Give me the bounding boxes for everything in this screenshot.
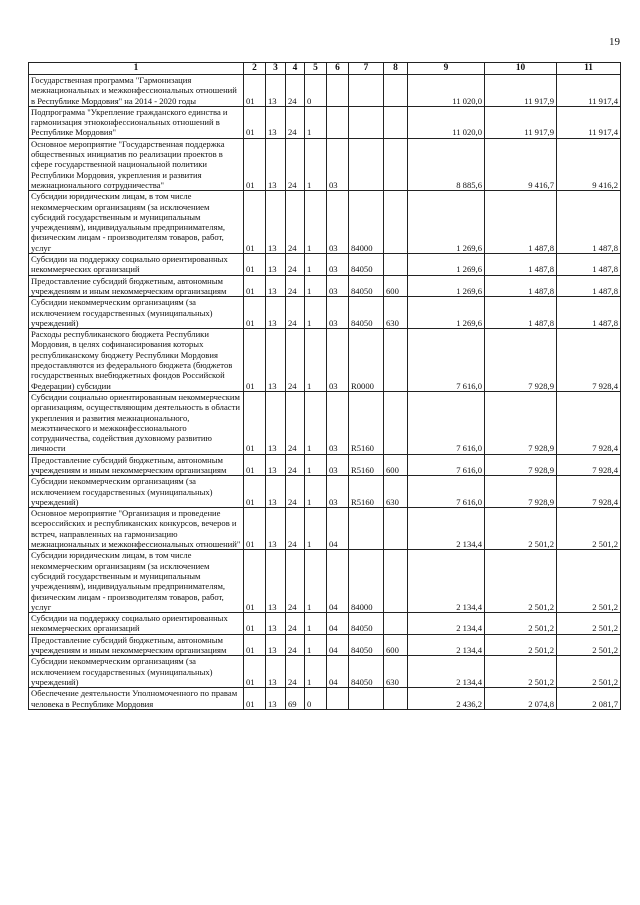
section-code-cell: 01 bbox=[244, 508, 266, 550]
table-row bbox=[29, 254, 621, 276]
amount-col10-cell: 7 928,9 bbox=[485, 329, 557, 392]
row-name-cell: Подпрограмма "Укрепление гражданского единства и гармонизация этноконфессиональных отношений в Республике Мордовия" bbox=[29, 106, 244, 138]
row-name-cell: Субсидии социально ориентированным некоммерческим организациям, осуществляющим деятельность в области укрепления и развития межнационального, межэтнического и межконфессионального сотрудничества, содействия духовному развитию личности bbox=[29, 391, 244, 454]
subprogram-code-cell: 0 bbox=[305, 688, 327, 710]
amount-col9-cell: 11 020,0 bbox=[408, 75, 485, 107]
row-name-cell: Государственная программа "Гармонизация межнациональных и межконфессиональных отношений в Республике Мордовия" на 2014 - 2020 годы bbox=[29, 75, 244, 107]
row-name-cell: Основное мероприятие "Организация и проведение всероссийских и республиканских конкурсов, вечеров и встреч, направленных на гармонизацию межнациональных и межконфессиональных отношений" bbox=[29, 508, 244, 550]
amount-col11-cell: 7 928,4 bbox=[557, 476, 621, 508]
header-cell: 1 bbox=[29, 63, 244, 75]
row-name-cell: Субсидии юридическим лицам, в том числе некоммерческим организациям (за исключением субсидий государственным и муниципальным учреждениям), индивидуальным предпринимателям, физическим лицам - производителям товаров, работ, услуг bbox=[29, 191, 244, 254]
amount-col11-cell: 7 928,4 bbox=[557, 391, 621, 454]
header-cell: 7 bbox=[349, 63, 384, 75]
program-code-cell: 24 bbox=[286, 329, 305, 392]
row-name-cell: Предоставление субсидий бюджетным, автономным учреждениям и иным некоммерческим организациям bbox=[29, 454, 244, 476]
subsection-code-cell: 13 bbox=[266, 688, 286, 710]
subsection-code-cell: 13 bbox=[266, 391, 286, 454]
table-row bbox=[29, 191, 621, 254]
subsection-code-cell: 13 bbox=[266, 454, 286, 476]
direction-code-cell: 84050 bbox=[349, 656, 384, 688]
expense-type-code-cell: 630 bbox=[384, 476, 408, 508]
amount-col9-cell: 2 134,4 bbox=[408, 634, 485, 656]
program-code-cell: 69 bbox=[286, 688, 305, 710]
expense-type-code-cell: 600 bbox=[384, 634, 408, 656]
subprogram-code-cell: 1 bbox=[305, 391, 327, 454]
header-cell: 2 bbox=[244, 63, 266, 75]
direction-code-cell bbox=[349, 508, 384, 550]
amount-col9-cell: 1 269,6 bbox=[408, 275, 485, 297]
program-code-cell: 24 bbox=[286, 106, 305, 138]
amount-col11-cell: 11 917,4 bbox=[557, 75, 621, 107]
direction-code-cell: R5160 bbox=[349, 454, 384, 476]
section-code-cell: 01 bbox=[244, 454, 266, 476]
subsection-code-cell: 13 bbox=[266, 613, 286, 635]
amount-col9-cell: 1 269,6 bbox=[408, 191, 485, 254]
header-cell: 11 bbox=[557, 63, 621, 75]
amount-col9-cell: 2 134,4 bbox=[408, 613, 485, 635]
amount-col11-cell: 1 487,8 bbox=[557, 297, 621, 329]
section-code-cell: 01 bbox=[244, 297, 266, 329]
section-code-cell: 01 bbox=[244, 254, 266, 276]
subprogram-code-cell: 0 bbox=[305, 75, 327, 107]
subprogram-code-cell: 1 bbox=[305, 254, 327, 276]
row-name-cell: Субсидии на поддержку социально ориентированных некоммерческих организаций bbox=[29, 254, 244, 276]
amount-col9-cell: 1 269,6 bbox=[408, 254, 485, 276]
table-row bbox=[29, 634, 621, 656]
program-code-cell: 24 bbox=[286, 138, 305, 190]
header-cell: 9 bbox=[408, 63, 485, 75]
header-cell: 5 bbox=[305, 63, 327, 75]
direction-code-cell bbox=[349, 75, 384, 107]
subsection-code-cell: 13 bbox=[266, 75, 286, 107]
section-code-cell: 01 bbox=[244, 191, 266, 254]
expense-type-code-cell bbox=[384, 138, 408, 190]
amount-col9-cell: 2 134,4 bbox=[408, 550, 485, 613]
amount-col10-cell: 2 074,8 bbox=[485, 688, 557, 710]
header-cell: 3 bbox=[266, 63, 286, 75]
expense-type-code-cell bbox=[384, 613, 408, 635]
subsection-code-cell: 13 bbox=[266, 634, 286, 656]
budget-table bbox=[28, 62, 621, 710]
row-name-cell: Субсидии на поддержку социально ориентированных некоммерческих организаций bbox=[29, 613, 244, 635]
expense-type-code-cell bbox=[384, 254, 408, 276]
direction-code-cell: R5160 bbox=[349, 391, 384, 454]
section-code-cell: 01 bbox=[244, 634, 266, 656]
program-code-cell: 24 bbox=[286, 613, 305, 635]
event-code-cell: 03 bbox=[327, 254, 349, 276]
event-code-cell: 03 bbox=[327, 138, 349, 190]
table-row bbox=[29, 297, 621, 329]
event-code-cell: 04 bbox=[327, 656, 349, 688]
expense-type-code-cell bbox=[384, 688, 408, 710]
table-row bbox=[29, 75, 621, 107]
program-code-cell: 24 bbox=[286, 634, 305, 656]
table-row bbox=[29, 550, 621, 613]
amount-col9-cell: 2 134,4 bbox=[408, 656, 485, 688]
program-code-cell: 24 bbox=[286, 508, 305, 550]
amount-col9-cell: 7 616,0 bbox=[408, 476, 485, 508]
table-row bbox=[29, 476, 621, 508]
table-row bbox=[29, 329, 621, 392]
amount-col11-cell: 7 928,4 bbox=[557, 454, 621, 476]
program-code-cell: 24 bbox=[286, 75, 305, 107]
subsection-code-cell: 13 bbox=[266, 275, 286, 297]
expense-type-code-cell: 600 bbox=[384, 275, 408, 297]
subprogram-code-cell: 1 bbox=[305, 550, 327, 613]
event-code-cell: 03 bbox=[327, 297, 349, 329]
section-code-cell: 01 bbox=[244, 106, 266, 138]
section-code-cell: 01 bbox=[244, 550, 266, 613]
subprogram-code-cell: 1 bbox=[305, 138, 327, 190]
program-code-cell: 24 bbox=[286, 391, 305, 454]
table-row bbox=[29, 275, 621, 297]
event-code-cell: 03 bbox=[327, 329, 349, 392]
amount-col10-cell: 2 501,2 bbox=[485, 656, 557, 688]
subprogram-code-cell: 1 bbox=[305, 106, 327, 138]
amount-col11-cell: 2 501,2 bbox=[557, 634, 621, 656]
amount-col11-cell: 2 501,2 bbox=[557, 508, 621, 550]
program-code-cell: 24 bbox=[286, 191, 305, 254]
amount-col10-cell: 2 501,2 bbox=[485, 613, 557, 635]
amount-col10-cell: 2 501,2 bbox=[485, 634, 557, 656]
subprogram-code-cell: 1 bbox=[305, 297, 327, 329]
amount-col11-cell: 1 487,8 bbox=[557, 275, 621, 297]
amount-col10-cell: 1 487,8 bbox=[485, 254, 557, 276]
amount-col11-cell: 2 081,7 bbox=[557, 688, 621, 710]
section-code-cell: 01 bbox=[244, 138, 266, 190]
event-code-cell: 03 bbox=[327, 454, 349, 476]
amount-col10-cell: 2 501,2 bbox=[485, 508, 557, 550]
program-code-cell: 24 bbox=[286, 656, 305, 688]
subprogram-code-cell: 1 bbox=[305, 634, 327, 656]
amount-col11-cell: 2 501,2 bbox=[557, 550, 621, 613]
expense-type-code-cell bbox=[384, 191, 408, 254]
row-name-cell: Субсидии некоммерческим организациям (за исключением государственных (муниципальных) учреждений) bbox=[29, 476, 244, 508]
subprogram-code-cell: 1 bbox=[305, 508, 327, 550]
direction-code-cell bbox=[349, 106, 384, 138]
amount-col11-cell: 1 487,8 bbox=[557, 191, 621, 254]
amount-col11-cell: 2 501,2 bbox=[557, 656, 621, 688]
table-row bbox=[29, 454, 621, 476]
table-row bbox=[29, 138, 621, 190]
subprogram-code-cell: 1 bbox=[305, 275, 327, 297]
section-code-cell: 01 bbox=[244, 391, 266, 454]
subsection-code-cell: 13 bbox=[266, 508, 286, 550]
page-number: 19 bbox=[609, 36, 620, 48]
table-row bbox=[29, 508, 621, 550]
subsection-code-cell: 13 bbox=[266, 656, 286, 688]
direction-code-cell: R0000 bbox=[349, 329, 384, 392]
direction-code-cell: 84050 bbox=[349, 275, 384, 297]
section-code-cell: 01 bbox=[244, 329, 266, 392]
event-code-cell: 04 bbox=[327, 613, 349, 635]
amount-col9-cell: 11 020,0 bbox=[408, 106, 485, 138]
event-code-cell: 03 bbox=[327, 191, 349, 254]
amount-col11-cell: 1 487,8 bbox=[557, 254, 621, 276]
section-code-cell: 01 bbox=[244, 613, 266, 635]
program-code-cell: 24 bbox=[286, 476, 305, 508]
subprogram-code-cell: 1 bbox=[305, 191, 327, 254]
program-code-cell: 24 bbox=[286, 275, 305, 297]
amount-col10-cell: 1 487,8 bbox=[485, 191, 557, 254]
expense-type-code-cell: 600 bbox=[384, 454, 408, 476]
amount-col9-cell: 2 436,2 bbox=[408, 688, 485, 710]
event-code-cell: 03 bbox=[327, 476, 349, 508]
section-code-cell: 01 bbox=[244, 688, 266, 710]
event-code-cell: 04 bbox=[327, 508, 349, 550]
header-cell: 8 bbox=[384, 63, 408, 75]
row-name-cell: Субсидии юридическим лицам, в том числе некоммерческим организациям (за исключением субсидий государственным и муниципальным учреждениям), индивидуальным предпринимателям, физическим лицам - производителям товаров, работ, услуг bbox=[29, 550, 244, 613]
amount-col10-cell: 11 917,9 bbox=[485, 106, 557, 138]
amount-col11-cell: 2 501,2 bbox=[557, 613, 621, 635]
direction-code-cell: 84050 bbox=[349, 297, 384, 329]
expense-type-code-cell bbox=[384, 75, 408, 107]
table-row bbox=[29, 391, 621, 454]
subsection-code-cell: 13 bbox=[266, 329, 286, 392]
program-code-cell: 24 bbox=[286, 297, 305, 329]
subsection-code-cell: 13 bbox=[266, 476, 286, 508]
event-code-cell bbox=[327, 75, 349, 107]
program-code-cell: 24 bbox=[286, 550, 305, 613]
program-code-cell: 24 bbox=[286, 454, 305, 476]
section-code-cell: 01 bbox=[244, 476, 266, 508]
expense-type-code-cell bbox=[384, 329, 408, 392]
header-cell: 10 bbox=[485, 63, 557, 75]
direction-code-cell: 84050 bbox=[349, 254, 384, 276]
amount-col9-cell: 2 134,4 bbox=[408, 508, 485, 550]
event-code-cell bbox=[327, 688, 349, 710]
amount-col11-cell: 9 416,2 bbox=[557, 138, 621, 190]
amount-col9-cell: 7 616,0 bbox=[408, 454, 485, 476]
row-name-cell: Предоставление субсидий бюджетным, автономным учреждениям и иным некоммерческим организациям bbox=[29, 275, 244, 297]
section-code-cell: 01 bbox=[244, 656, 266, 688]
amount-col10-cell: 2 501,2 bbox=[485, 550, 557, 613]
subsection-code-cell: 13 bbox=[266, 550, 286, 613]
amount-col10-cell: 7 928,9 bbox=[485, 476, 557, 508]
event-code-cell: 04 bbox=[327, 634, 349, 656]
event-code-cell: 03 bbox=[327, 391, 349, 454]
header-cell: 4 bbox=[286, 63, 305, 75]
subsection-code-cell: 13 bbox=[266, 138, 286, 190]
row-name-cell: Обеспечение деятельности Уполномоченного по правам человека в Республике Мордовия bbox=[29, 688, 244, 710]
subprogram-code-cell: 1 bbox=[305, 613, 327, 635]
amount-col9-cell: 7 616,0 bbox=[408, 329, 485, 392]
amount-col11-cell: 11 917,4 bbox=[557, 106, 621, 138]
amount-col9-cell: 7 616,0 bbox=[408, 391, 485, 454]
table-header-row bbox=[29, 63, 621, 75]
program-code-cell: 24 bbox=[286, 254, 305, 276]
direction-code-cell: 84050 bbox=[349, 634, 384, 656]
expense-type-code-cell bbox=[384, 106, 408, 138]
subprogram-code-cell: 1 bbox=[305, 656, 327, 688]
table-body bbox=[29, 75, 621, 710]
row-name-cell: Основное мероприятие "Государственная поддержка общественных инициатив по реализации проектов в сфере государственной национальной политики Республики Мордовия, укрепления и развития межнационального сотрудничества" bbox=[29, 138, 244, 190]
direction-code-cell: R5160 bbox=[349, 476, 384, 508]
direction-code-cell: 84000 bbox=[349, 550, 384, 613]
amount-col9-cell: 8 885,6 bbox=[408, 138, 485, 190]
amount-col10-cell: 11 917,9 bbox=[485, 75, 557, 107]
header-cell: 6 bbox=[327, 63, 349, 75]
subsection-code-cell: 13 bbox=[266, 297, 286, 329]
expense-type-code-cell bbox=[384, 391, 408, 454]
table-row bbox=[29, 106, 621, 138]
amount-col10-cell: 7 928,9 bbox=[485, 454, 557, 476]
amount-col10-cell: 1 487,8 bbox=[485, 275, 557, 297]
direction-code-cell bbox=[349, 138, 384, 190]
subprogram-code-cell: 1 bbox=[305, 476, 327, 508]
expense-type-code-cell: 630 bbox=[384, 656, 408, 688]
section-code-cell: 01 bbox=[244, 275, 266, 297]
amount-col10-cell: 9 416,7 bbox=[485, 138, 557, 190]
table-row bbox=[29, 613, 621, 635]
direction-code-cell: 84050 bbox=[349, 613, 384, 635]
event-code-cell: 04 bbox=[327, 550, 349, 613]
table-row bbox=[29, 656, 621, 688]
direction-code-cell bbox=[349, 688, 384, 710]
amount-col11-cell: 7 928,4 bbox=[557, 329, 621, 392]
amount-col10-cell: 7 928,9 bbox=[485, 391, 557, 454]
event-code-cell bbox=[327, 106, 349, 138]
row-name-cell: Субсидии некоммерческим организациям (за исключением государственных (муниципальных) учреждений) bbox=[29, 656, 244, 688]
subprogram-code-cell: 1 bbox=[305, 454, 327, 476]
subprogram-code-cell: 1 bbox=[305, 329, 327, 392]
row-name-cell: Расходы республиканского бюджета Республики Мордовия, в целях софинансирования которых республиканскому бюджету Республики Мордовия предоставляются из федерального бюджета (бюджетов государственных внебюджетных фондов Российской Федерации) субсидии bbox=[29, 329, 244, 392]
subsection-code-cell: 13 bbox=[266, 106, 286, 138]
event-code-cell: 03 bbox=[327, 275, 349, 297]
expense-type-code-cell bbox=[384, 550, 408, 613]
amount-col9-cell: 1 269,6 bbox=[408, 297, 485, 329]
subsection-code-cell: 13 bbox=[266, 191, 286, 254]
row-name-cell: Предоставление субсидий бюджетным, автономным учреждениям и иным некоммерческим организациям bbox=[29, 634, 244, 656]
expense-type-code-cell: 630 bbox=[384, 297, 408, 329]
subsection-code-cell: 13 bbox=[266, 254, 286, 276]
row-name-cell: Субсидии некоммерческим организациям (за исключением государственных (муниципальных) учреждений) bbox=[29, 297, 244, 329]
amount-col10-cell: 1 487,8 bbox=[485, 297, 557, 329]
direction-code-cell: 84000 bbox=[349, 191, 384, 254]
table-row bbox=[29, 688, 621, 710]
section-code-cell: 01 bbox=[244, 75, 266, 107]
expense-type-code-cell bbox=[384, 508, 408, 550]
